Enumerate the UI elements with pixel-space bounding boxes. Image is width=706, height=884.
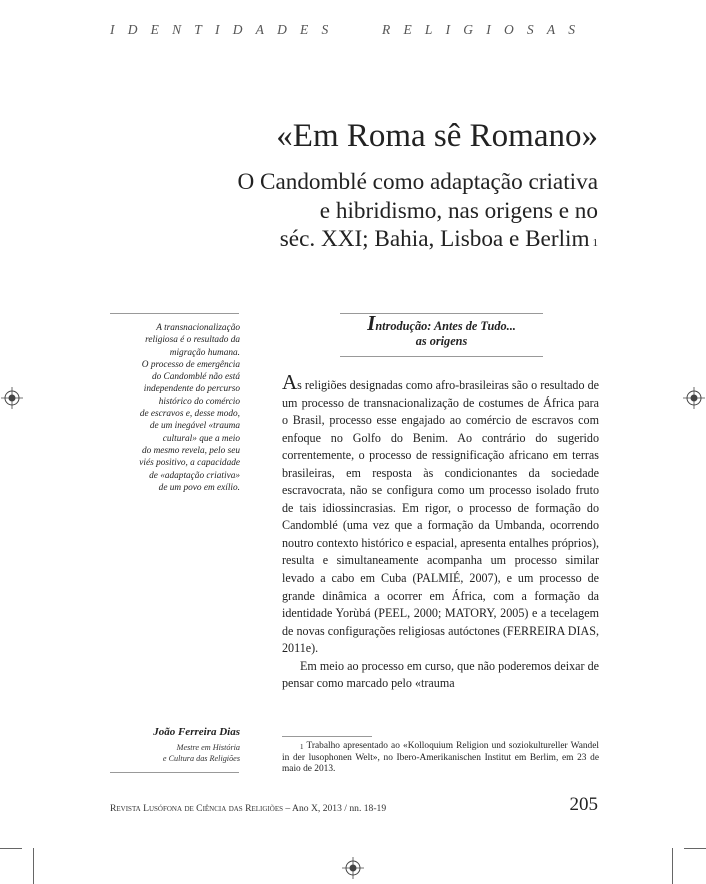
- footnote-text: Trabalho apresentado ao «Kolloquium Religion und soziokultureller Wandel in der lusophonen Welt», no Ibero-Amerikanischen Institut em Berlim, em 23 de maio de 2013.: [282, 741, 600, 775]
- quote-line: de escravos e, desse modo,: [139, 409, 240, 420]
- registration-mark-icon: [342, 857, 364, 879]
- crop-mark: [33, 848, 34, 884]
- sidebar-pull-quote: [104, 322, 240, 494]
- quote-line: religiosa é o resultado da: [145, 335, 240, 346]
- quote-line: de um povo em exílio.: [158, 482, 240, 493]
- quote-line: A transnacionalização: [156, 323, 240, 333]
- journal-issue: – Ano X, 2013 / nn. 18-19: [285, 803, 387, 814]
- section-heading-initial: I: [367, 311, 376, 335]
- body-text: [282, 370, 599, 693]
- page-number: 205: [569, 794, 598, 815]
- article-title: «Em Roma sê Romano»: [276, 118, 598, 154]
- crop-mark: [0, 848, 22, 849]
- footer-journal: [110, 803, 386, 814]
- author-rule: [110, 772, 239, 773]
- sidebar-rule: [110, 313, 239, 314]
- quote-line: independente do percurso: [143, 384, 240, 395]
- body-paragraph: Em meio ao processo em curso, que não poderemos deixar de pensar como marcado pelo «trauma: [282, 658, 599, 691]
- article-subtitle: [78, 168, 598, 254]
- running-header: [0, 22, 706, 42]
- registration-mark-icon: [1, 387, 23, 409]
- footnote-mark: 1: [300, 743, 304, 751]
- quote-line: histórico do comércio: [158, 396, 240, 407]
- quote-line: cultural» que a meio: [162, 433, 240, 444]
- author-title: [163, 743, 240, 764]
- subtitle-line: O Candomblé como adaptação criativa: [237, 169, 598, 195]
- running-header-right: RELIGIOSAS: [382, 22, 589, 37]
- subtitle-line-text: séc. XXI; Bahia, Lisboa e Berlim: [279, 226, 590, 252]
- author-title-line: Mestre em História: [176, 743, 240, 752]
- quote-line: viés positivo, a capacidade: [139, 458, 240, 469]
- quote-line: do mesmo revela, pelo seu: [141, 445, 240, 456]
- registration-mark-icon: [683, 387, 705, 409]
- quote-line: O processo de emergência: [141, 359, 240, 370]
- author-name: João Ferreira Dias: [153, 726, 240, 738]
- crop-mark: [672, 848, 673, 884]
- section-heading-text: ntrodução: Antes de Tudo...: [375, 319, 516, 333]
- quote-line: de «adaptação criativa»: [149, 470, 240, 481]
- author-title-line: e Cultura das Religiões: [162, 753, 240, 763]
- footnote: [282, 741, 599, 776]
- section-heading: [340, 311, 543, 349]
- crop-mark: [684, 848, 706, 849]
- drop-cap: A: [282, 370, 298, 394]
- journal-name: Revista Lusófona de Ciência das Religiões: [110, 803, 283, 814]
- quote-line: de um inegável «trauma: [149, 421, 240, 432]
- running-header-left: IDENTIDADES: [110, 22, 342, 37]
- quote-line: do Candomblé não está: [151, 372, 240, 383]
- title-footnote-mark: 1: [592, 237, 598, 249]
- quote-line: migração humana.: [169, 347, 240, 358]
- subtitle-line: e hibridismo, nas origens e no: [319, 197, 598, 224]
- paragraph-text: s religiões designadas como afro-brasileiras são o resultado de um processo de transnacionalização de costumes de África para o Brasil, processo esse engajado ao comércio de escravos com enfoque no Golfo do Benim. Ao contrário do sugerido correntemente, o processo de ressignificação africano em terras brasileiras, em resposta às condicionantes da sociedade escravocrata, não se configura como um processo isolado fruto de tais idiossincrasias. Em rigor, o processo de formação do Candomblé (uma vez que a formação da Umbanda, ocorrendo noutro contexto histórico e espacial, apresenta entalhes próprios), resulta e simultaneamente acompanha um processo similar levado a cabo em Cuba (PALMIÉ, 2007), e um processo de grande dinâmica a ocorrer em África, com a formação da identidade Yorùbá (PEEL, 2000; MATORY, 2005) e a tecelagem de novas configurações religiosas autóctones (FERREIRA DIAS, 2011e).: [282, 378, 599, 656]
- section-heading-rule-bottom: [340, 356, 543, 357]
- body-paragraph: [282, 370, 599, 658]
- section-heading-line1: [340, 311, 543, 335]
- subtitle-line: [78, 225, 598, 254]
- footnote-rule: [282, 736, 372, 737]
- section-heading-line2: as origens: [415, 334, 468, 348]
